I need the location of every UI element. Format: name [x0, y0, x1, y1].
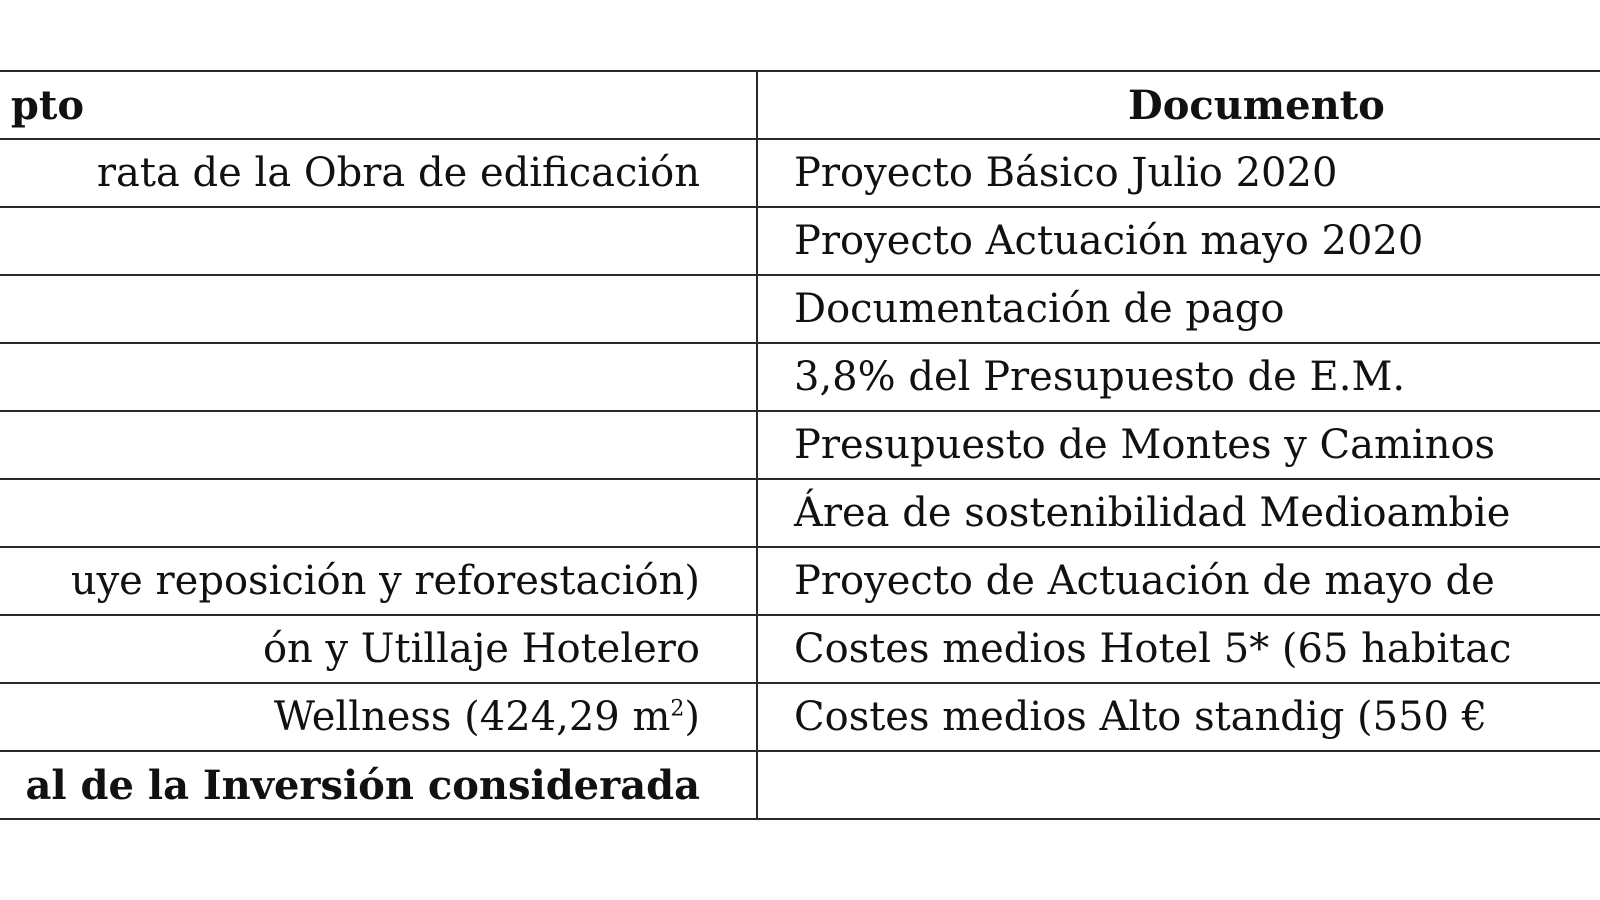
cell-concepto — [0, 207, 757, 275]
cell-documento: Documentación de pago — [757, 275, 1600, 343]
cell-concepto-total: al de la Inversión considerada — [0, 751, 757, 819]
cell-documento: Proyecto Básico Julio 2020 — [757, 139, 1600, 207]
table-row — [0, 479, 1600, 547]
investment-table — [0, 70, 1600, 820]
table-row — [0, 207, 1600, 275]
cell-concepto: uye reposición y reforestación) — [0, 547, 757, 615]
table-row — [0, 275, 1600, 343]
table-row — [0, 683, 1600, 751]
cell-concepto — [0, 479, 757, 547]
cell-concepto — [0, 411, 757, 479]
table-total-row — [0, 751, 1600, 819]
cell-documento: Presupuesto de Montes y Caminos — [757, 411, 1600, 479]
cell-documento: Área de sostenibilidad Medioambie — [757, 479, 1600, 547]
cell-concepto — [0, 275, 757, 343]
header-concepto: pto — [0, 71, 757, 139]
cell-concepto — [0, 343, 757, 411]
cell-documento: 3,8% del Presupuesto de E.M. — [757, 343, 1600, 411]
table-row — [0, 547, 1600, 615]
superscript-2: 2 — [670, 696, 685, 722]
table-row — [0, 343, 1600, 411]
cell-documento: Costes medios Alto standig (550 € — [757, 683, 1600, 751]
table-row — [0, 615, 1600, 683]
table-header-row — [0, 71, 1600, 139]
cell-documento: Proyecto de Actuación de mayo de — [757, 547, 1600, 615]
table-row — [0, 411, 1600, 479]
cell-documento: Proyecto Actuación mayo 2020 — [757, 207, 1600, 275]
cell-concepto: ón y Utillaje Hotelero — [0, 615, 757, 683]
cell-concepto: rata de la Obra de edificación — [0, 139, 757, 207]
cell-documento: Costes medios Hotel 5* (65 habitac — [757, 615, 1600, 683]
table-row — [0, 139, 1600, 207]
cell-documento — [757, 751, 1600, 819]
header-documento: Documento — [757, 71, 1600, 139]
cell-concepto: Wellness (424,29 $m^2$) — [0, 683, 757, 751]
